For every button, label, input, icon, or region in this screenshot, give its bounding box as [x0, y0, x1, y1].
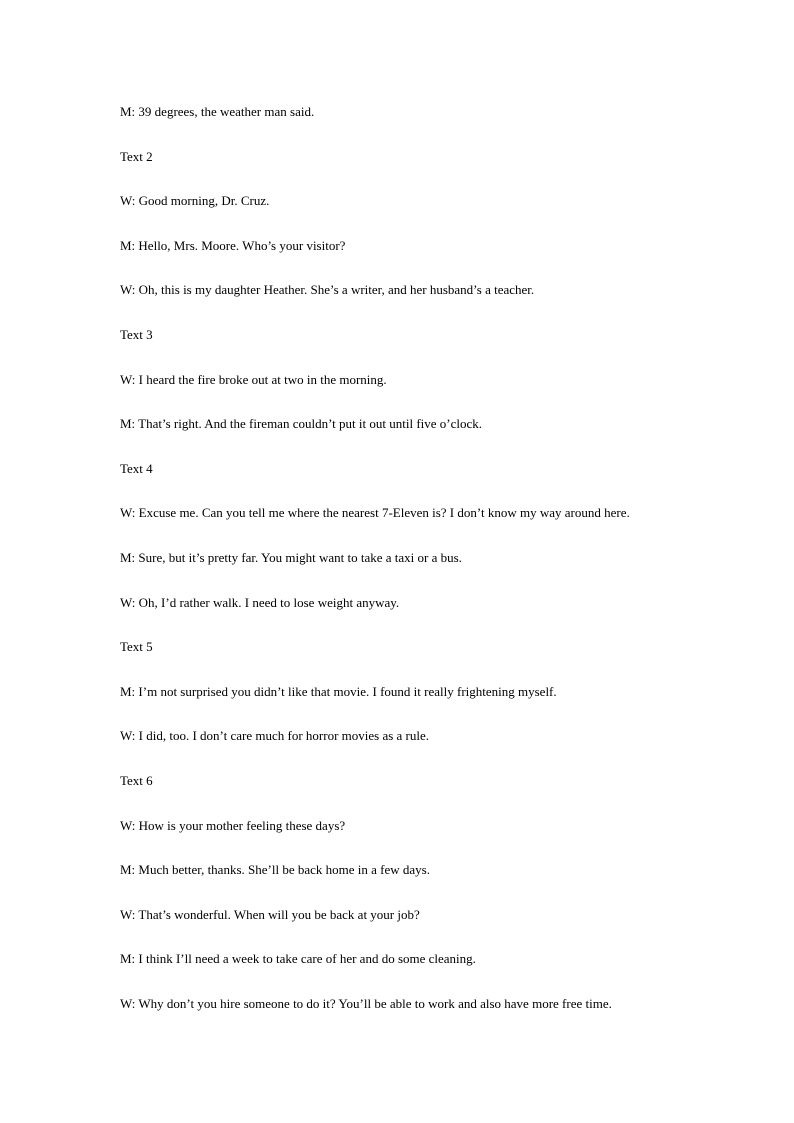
dialogue-line: W: I heard the fire broke out at two in the morning.	[120, 371, 387, 387]
dialogue-line: M: Sure, but it’s pretty far. You might want to take a taxi or a bus.	[120, 549, 462, 565]
dialogue-line: W: That’s wonderful. When will you be back at your job?	[120, 906, 420, 922]
dialogue-line: M: Much better, thanks. She’ll be back home in a few days.	[120, 862, 430, 878]
section-heading: Text 6	[120, 772, 153, 788]
section-heading: Text 2	[120, 148, 153, 164]
dialogue-line: W: Oh, I’d rather walk. I need to lose weight anyway.	[120, 594, 400, 610]
dialogue-line: W: How is your mother feeling these days?	[120, 817, 346, 833]
dialogue-line: W: Excuse me. Can you tell me where the nearest 7-Eleven is? I don’t know my way around here.	[120, 505, 630, 521]
dialogue-line: W: Oh, this is my daughter Heather. She’s a writer, and her husband’s a teacher.	[120, 282, 535, 298]
dialogue-lines	[120, 103, 720, 1039]
section-heading: Text 4	[120, 460, 153, 476]
dialogue-line: M: I’m not surprised you didn’t like that movie. I found it really frightening myself.	[120, 683, 557, 699]
dialogue-line: W: Good morning, Dr. Cruz.	[120, 193, 270, 209]
dialogue-line: M: 39 degrees, the weather man said.	[120, 104, 315, 119]
dialogue-line: M: Hello, Mrs. Moore. Who’s your visitor?	[120, 237, 346, 253]
dialogue-line: W: Why don’t you hire someone to do it? You’ll be able to work and also have more free time.	[120, 995, 612, 1011]
dialogue-line: M: That’s right. And the fireman couldn’t put it out until five o’clock.	[120, 416, 483, 432]
section-heading: Text 5	[120, 639, 153, 655]
dialogue-line: M: I think I’ll need a week to take care of her and do some cleaning.	[120, 951, 476, 967]
dialogue-line: W: I did, too. I don’t care much for horror movies as a rule.	[120, 728, 430, 744]
section-heading: Text 3	[120, 326, 153, 342]
